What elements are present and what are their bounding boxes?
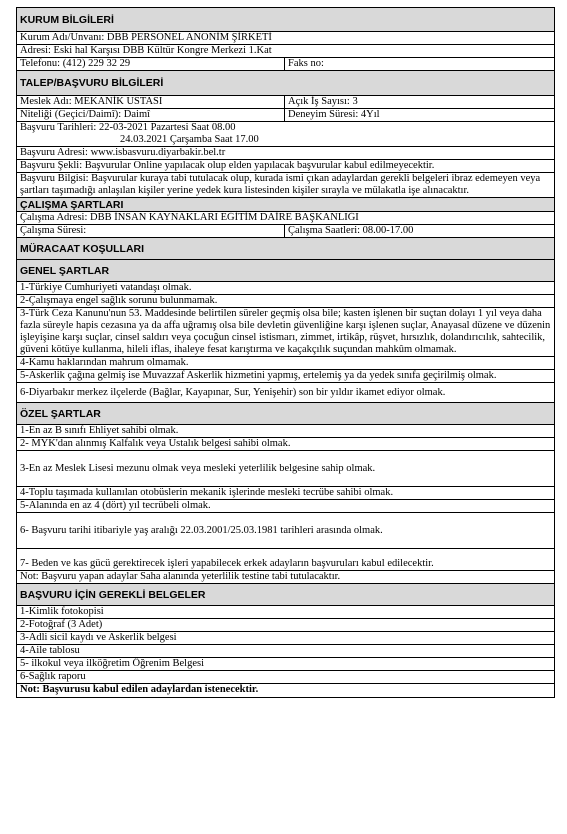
- acik-is-sayisi: Açık İş Sayısı: 3: [288, 96, 358, 107]
- section-title: MÜRACAAT KOŞULLARI: [20, 242, 145, 255]
- job-posting-form: [16, 7, 555, 698]
- kurum-telefon: Telefonu: (412) 229 32 29: [17, 58, 285, 70]
- basvuru-tarih-baslangic: Başvuru Tarihleri: 22-03-2021 Pazartesi Saat 08.00: [20, 122, 236, 133]
- section-title: GENEL ŞARTLAR: [20, 264, 110, 277]
- belgeler-note: Not: Başvurusu kabul edilen adaylardan istenecektir.: [20, 684, 259, 695]
- section-title: KURUM BİLGİLERİ: [20, 13, 114, 26]
- basvuru-adresi: Başvuru Adresi: www.isbasvuru.diyarbakir.bel.tr: [20, 147, 226, 158]
- ozel-item: [17, 500, 554, 513]
- list-item: 6-Diyarbakır merkez ilçelerde (Bağlar, Kayapınar, Sur, Yenişehir) son bir yıldır ikamet ediyor olmak.: [20, 386, 446, 398]
- section-header-calisma: [17, 198, 554, 212]
- section-header-talep: [17, 71, 554, 96]
- genel-item: [17, 282, 554, 295]
- calisma-adres-row: [17, 212, 554, 225]
- ozel-item: [17, 549, 554, 571]
- belge-item: [17, 658, 554, 671]
- belge-item: [17, 645, 554, 658]
- list-item: 1-Kimlik fotokopisi: [20, 606, 104, 617]
- deneyim-suresi: Deneyim Süresi: 4Yıl: [288, 109, 380, 120]
- basvuru-tarih-bitis: 24.03.2021 Çarşamba Saat 17.00: [120, 134, 259, 145]
- list-item: 4-Aile tablosu: [20, 645, 80, 656]
- list-item: 5- ilkokul veya ilköğretim Öğrenim Belgesi: [20, 658, 205, 669]
- basvuru-bilgisi: Başvuru Bilgisi: Başvurular kuraya tabi tutulacak olup, kurada ismi çıkan adaylardan gerekli belgeleri ibraz edemeyen veya şartları taşımadığı anlaşılan kişiler yerine yedek kura listesinden kişiler sırayla ve mülakatla işe alınacaktır.: [20, 173, 541, 196]
- genel-item: [17, 357, 554, 370]
- section-header-kurum: [17, 8, 554, 32]
- list-item: 4-Kamu haklarından mahrum olmamak.: [20, 357, 189, 368]
- list-item: 3-En az Meslek Lisesi mezunu olmak veya mesleki yeterlilik belgesine sahip olmak.: [20, 462, 376, 474]
- belge-item: [17, 606, 554, 619]
- calisma-suresi: Çalışma Süresi:: [17, 225, 285, 237]
- basvuru-bilgisi-row: [17, 173, 554, 198]
- list-item: 4-Toplu taşımada kullanılan otobüslerin mekanik işlerinde mesleki tecrübe sahibi olmak.: [20, 487, 394, 498]
- belgeler-note-row: [17, 684, 554, 697]
- calisma-saatleri: Çalışma Saatleri: 08.00-17.00: [288, 225, 414, 236]
- belge-item: [17, 632, 554, 645]
- list-item: 2-Çalışmaya engel sağlık sorunu bulunmamak.: [20, 295, 218, 306]
- calisma-adresi: Çalışma Adresi: DBB İNSAN KAYNAKLARI EĞİTİM DAİRE BAŞKANLIĞI: [20, 212, 359, 223]
- list-item: 1-En az B sınıfı Ehliyet sahibi olmak.: [20, 425, 179, 436]
- kurum-adres: Adresi: Eski hal Karşısı DBB Kültür Kongre Merkezi 1.Kat: [20, 45, 272, 56]
- kurum-adi-row: [17, 32, 554, 45]
- basvuru-sekli: Başvuru Şekli: Başvurular Online yapılacak olup elden yapılacak başvurular kabul edilmeyecektir.: [20, 160, 435, 171]
- list-item: 5-Alanında en az 4 (dört) yıl tecrübeli olmak.: [20, 500, 211, 511]
- list-item: 2-Fotoğraf (3 Adet): [20, 619, 103, 630]
- ozel-note: Not: Başvuru yapan adaylar Saha alanında yeterlilik testine tabi tutulacaktır.: [20, 571, 341, 582]
- section-header-belgeler: [17, 584, 554, 606]
- ozel-item: [17, 513, 554, 549]
- meslek-row: [17, 96, 554, 109]
- list-item: 3-Türk Ceza Kanunu'nun 53. Maddesinde belirtilen süreler geçmiş olsa bile; kasten işlenen bir suçtan dolayı 1 yıl veya daha fazla süreyle hapis cezasına ya da affa uğramış olsa bile devletin güvenliğine karşı işlenen suçlar, Anayasal düzene ve düzenin işleyişine karşı suçlar, cinsel saldırı veya çocuğun cinsel istismarı, zimmet, irtikâp, rüşvet, hırsızlık, dolandırıcılık, sahtecilik, güveni kötüye kullanma, hileli iflas, ihaleye fesat karıştırma ve kaçakçılık suçundan mahkûm olmamak.: [20, 308, 551, 355]
- kurum-adres-row: [17, 45, 554, 58]
- belge-item: [17, 671, 554, 684]
- list-item: 5-Askerlik çağına gelmiş ise Muvazzaf Askerlik hizmetini yapmış, ertelemiş ya da yedek sınıfa geçirilmiş olmak.: [20, 370, 497, 381]
- ozel-item: [17, 425, 554, 438]
- list-item: 6-Sağlık raporu: [20, 671, 86, 682]
- genel-item: [17, 308, 554, 357]
- nitelik-row: [17, 109, 554, 122]
- section-title: ÖZEL ŞARTLAR: [20, 407, 101, 420]
- list-item: 3-Adli sicil kaydı ve Askerlik belgesi: [20, 632, 177, 643]
- kurum-faks: Faks no:: [288, 58, 324, 69]
- belge-item: [17, 619, 554, 632]
- genel-item: [17, 295, 554, 308]
- basvuru-adres-row: [17, 147, 554, 160]
- basvuru-sekli-row: [17, 160, 554, 173]
- ozel-item: [17, 438, 554, 451]
- list-item: 1-Türkiye Cumhuriyeti vatandaşı olmak.: [20, 282, 192, 293]
- genel-item: [17, 383, 554, 403]
- section-header-muracaat: [17, 238, 554, 260]
- section-title: BAŞVURU İÇİN GEREKLİ BELGELER: [20, 588, 206, 601]
- ozel-item: [17, 487, 554, 500]
- meslek-adi: Meslek Adı: MEKANİK USTASI: [17, 96, 285, 108]
- ozel-note-row: [17, 571, 554, 584]
- calisma-sure-row: [17, 225, 554, 238]
- list-item: 7- Beden ve kas gücü gerektirecek işleri yapabilecek erkek adayların başvuruları kabul edilecektir.: [20, 558, 434, 569]
- nitelik: Niteliği (Geçici/Daimî): Daimî: [17, 109, 285, 121]
- genel-item: [17, 370, 554, 383]
- kurum-telefon-row: [17, 58, 554, 71]
- list-item: 6- Başvuru tarihi itibariyle yaş aralığı 22.03.2001/25.03.1981 tarihleri arasında olmak.: [20, 524, 383, 536]
- section-title: TALEP/BAŞVURU BİLGİLERİ: [20, 77, 164, 89]
- ozel-item: [17, 451, 554, 487]
- section-header-ozel: [17, 403, 554, 425]
- section-title: ÇALIŞMA ŞARTLARI: [20, 198, 124, 211]
- section-header-genel: [17, 260, 554, 282]
- kurum-adi: Kurum Adı/Unvanı: DBB PERSONEL ANONİM ŞİRKETİ: [20, 32, 272, 43]
- basvuru-tarih-row: [17, 122, 554, 147]
- list-item: 2- MYK'dan alınmış Kalfalık veya Ustalık belgesi sahibi olmak.: [20, 438, 291, 449]
